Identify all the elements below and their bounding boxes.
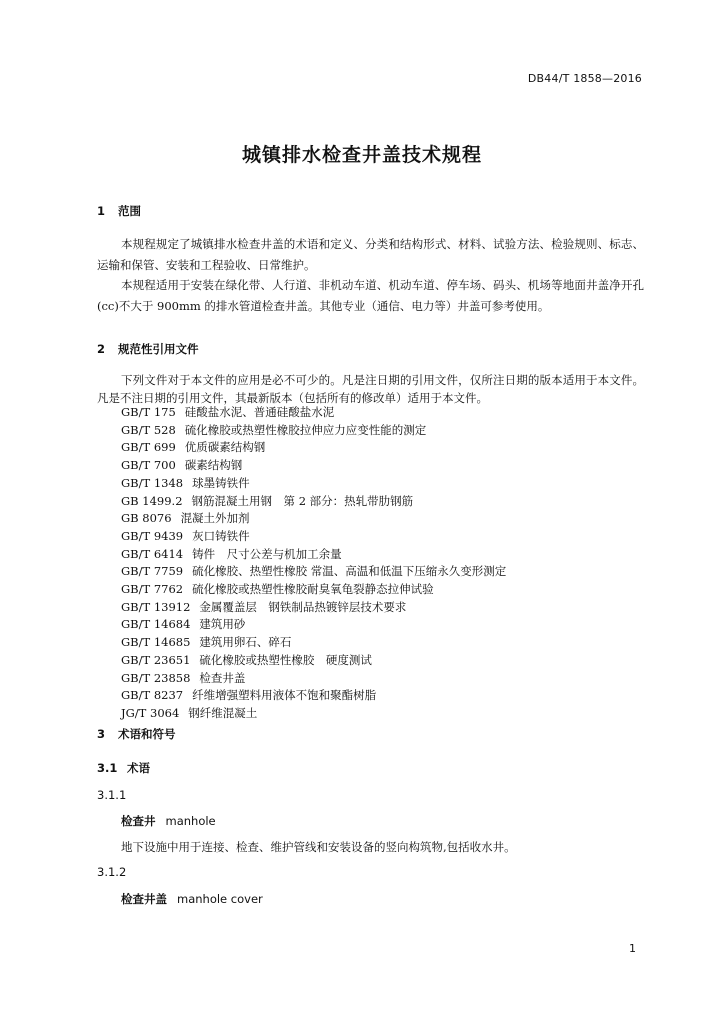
reference-item [121,439,506,457]
term-3-1-2-number: 3.1.2 [97,865,127,879]
section-title: 规范性引用文件 [118,342,199,356]
reference-title: 建筑用砂 [199,617,246,632]
page-number: 1 [629,942,636,955]
reference-title: 硫化橡胶或热塑性橡胶拉伸应力应变性能的测定 [184,422,427,437]
section-number: 3 [97,727,106,741]
term-en: manhole cover [177,892,263,906]
section-title: 术语和符号 [118,727,176,741]
reference-item [121,581,506,599]
reference-item [121,599,506,617]
reference-list [121,404,506,723]
reference-title: 硫化橡胶、热塑性橡胶 常温、高温和低温下压缩永久变形测定 [192,564,507,579]
reference-item [121,475,506,493]
reference-title: 硫化橡胶或热塑性橡胶 硬度测试 [199,652,372,667]
reference-code: GB/T 528 [121,422,176,437]
paragraph: 本规程适用于安装在绿化带、人行道、非机动车道、机动车道、停车场、码头、机场等地面井盖净开孔(cc)不大于 900mm 的排水管道检查井盖。其他专业（通信、电力等）井盖可参考使用。 [97,278,644,313]
reference-item [121,457,506,475]
reference-item [121,634,506,652]
term-3-1-1-definition: 地下设施中用于连接、检查、维护管线和安装设备的竖向构筑物,包括收水井。 [121,840,516,854]
reference-item [121,404,506,422]
paragraph: 下列文件对于本文件的应用是必不可少的。凡是注日期的引用文件，仅所注日期的版本适用于本文件。凡是不注日期的引用文件，其最新版本（包括所有的修改单）适用于本文件。 [97,373,644,405]
reference-code: GB/T 13912 [121,599,191,614]
section-number: 1 [97,204,106,218]
reference-code: GB/T 700 [121,458,176,473]
subsection-number: 3.1 [97,761,118,775]
reference-item [121,616,506,634]
reference-title: 检查井盖 [199,670,246,685]
reference-item [121,705,506,723]
reference-title: 钢筋混凝土用钢 第 2 部分：热轧带肋钢筋 [191,493,414,508]
reference-code: GB/T 7759 [121,564,184,579]
reference-title: 灰口铸铁件 [192,528,250,543]
reference-item [121,652,506,670]
reference-code: GB/T 8237 [121,688,184,703]
reference-item [121,687,506,705]
term-en: manhole [165,814,216,828]
reference-code: GB/T 23858 [121,670,191,685]
reference-title: 铸件 尺寸公差与机加工余量 [192,546,342,561]
section-title: 范围 [118,204,141,218]
reference-code: GB/T 23651 [121,652,191,667]
reference-code: GB/T 699 [121,440,176,455]
section-2-heading [97,341,199,357]
reference-item [121,563,506,581]
reference-title: 硫化橡胶或热塑性橡胶耐臭氧龟裂静态拉伸试验 [192,582,434,597]
reference-item [121,510,506,528]
document-title: 城镇排水检查井盖技术规程 [241,144,482,166]
reference-item [121,493,506,511]
reference-item [121,546,506,564]
section-1-body [97,234,644,316]
term-zh: 检查井 [121,814,156,828]
reference-title: 优质碳素结构钢 [184,440,266,455]
subsection-title: 术语 [127,761,150,775]
reference-code: GB/T 9439 [121,528,184,543]
term-3-1-1-number: 3.1.1 [97,788,127,802]
reference-code: GB 1499.2 [121,493,183,508]
paragraph: 本规程规定了城镇排水检查井盖的术语和定义、分类和结构形式、材料、试验方法、检验规则、标志、运输和保管、安装和工程验收、日常维护。 [97,237,644,272]
reference-title: 建筑用卵石、碎石 [199,635,292,650]
reference-title: 球墨铸铁件 [192,475,250,490]
reference-code: GB/T 14685 [121,635,191,650]
reference-item [121,670,506,688]
reference-title: 金属覆盖层 钢铁制品热镀锌层技术要求 [199,599,407,614]
document-number: DB44/T 1858—2016 [527,72,642,85]
term-3-1-2 [121,891,263,907]
subsection-3-1-heading [97,760,150,776]
term-3-1-1 [121,813,216,829]
reference-code: JG/T 3064 [121,705,180,720]
section-number: 2 [97,342,106,356]
reference-code: GB/T 14684 [121,617,191,632]
reference-item [121,528,506,546]
reference-code: GB/T 7762 [121,582,184,597]
section-2-intro [97,372,644,407]
reference-code: GB/T 175 [121,405,176,419]
reference-code: GB/T 6414 [121,546,184,561]
reference-title: 钢纤维混凝土 [188,705,258,720]
section-3-heading [97,726,176,742]
reference-title: 纤维增强塑料用液体不饱和聚酯树脂 [192,688,377,703]
reference-title: 混凝土外加剂 [180,511,250,526]
reference-title: 碳素结构钢 [184,458,243,473]
reference-code: GB/T 1348 [121,475,184,490]
section-1-heading [97,203,141,219]
term-zh: 检查井盖 [121,892,167,906]
reference-title: 硅酸盐水泥、普通硅酸盐水泥 [184,405,335,419]
reference-code: GB 8076 [121,511,172,526]
reference-item [121,422,506,440]
